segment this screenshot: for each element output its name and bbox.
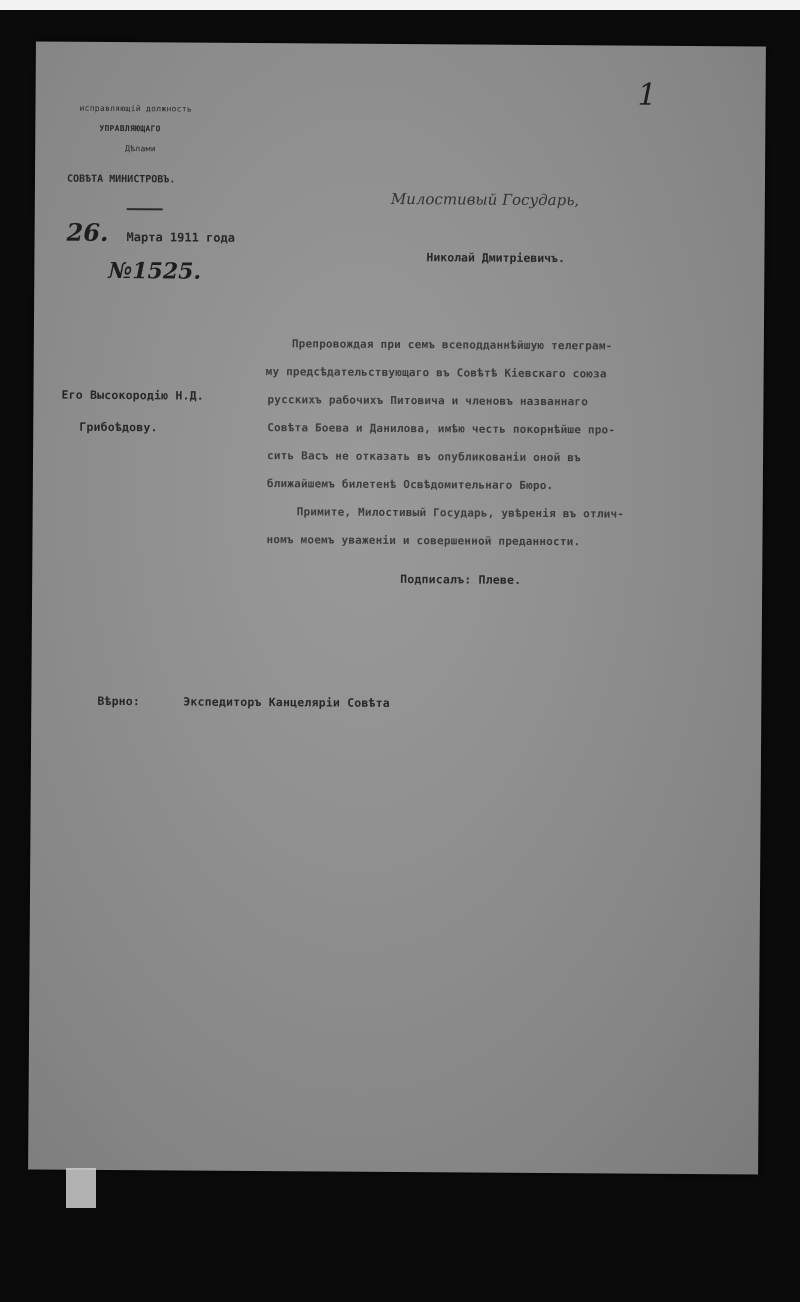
header-line-2: УПРАВЛЯЮЩАГО [99,123,161,134]
salutation-line-1: Милостивый Государь, [390,189,580,210]
addressee-line-1: Его Высокородію Н.Д. [61,387,205,403]
date-month-year: Марта 1911 года [126,230,236,245]
paper-edge-corner [66,1168,96,1208]
document-number: №1525. [108,257,202,285]
body-line-7: Примите, Милостивый Государь, увѣренія въ отлич- [296,505,625,521]
scan-frame-top [0,0,800,10]
certification-text: Экспедиторъ Канцеляріи Совѣта [183,694,390,710]
header-line-4: СОВѢТА МИНИСТРОВЪ. [66,173,176,186]
date-day: 26. [66,217,109,247]
body-line-4: Совѣта Боева и Данилова, имѣю честь покорнѣйше про- [267,421,616,437]
page-number: 1 [637,77,657,113]
salutation-line-2: Николай Дмитріевичъ. [426,250,565,266]
body-line-3: русскихъ рабочихъ Питовича и членовъ названнаго [267,393,589,409]
body-line-6: ближайшемъ билетенѣ Освѣдомительнаго Бюро. [266,477,554,493]
body-line-8: номъ моемъ уваженіи и совершенной преданности. [266,533,581,549]
header-line-1: исправляющій должность [79,103,193,114]
signature: Подписалъ: Плеве. [400,572,522,587]
body-line-1: Препровождая при семъ всеподданнѣйшую телеграм- [291,337,613,353]
certification-label: Вѣрно: [97,693,141,709]
header-divider [127,208,163,210]
body-line-2: му предсѣдательствующаго въ Совѣтѣ Кіевскаго союза [265,365,607,381]
addressee-line-2: Грибоѣдову. [79,419,158,435]
header-line-3: Дѣлами [125,144,156,154]
document-page [28,41,766,1174]
body-line-5: сить Васъ не отказать въ опубликованіи оной въ [267,449,581,465]
